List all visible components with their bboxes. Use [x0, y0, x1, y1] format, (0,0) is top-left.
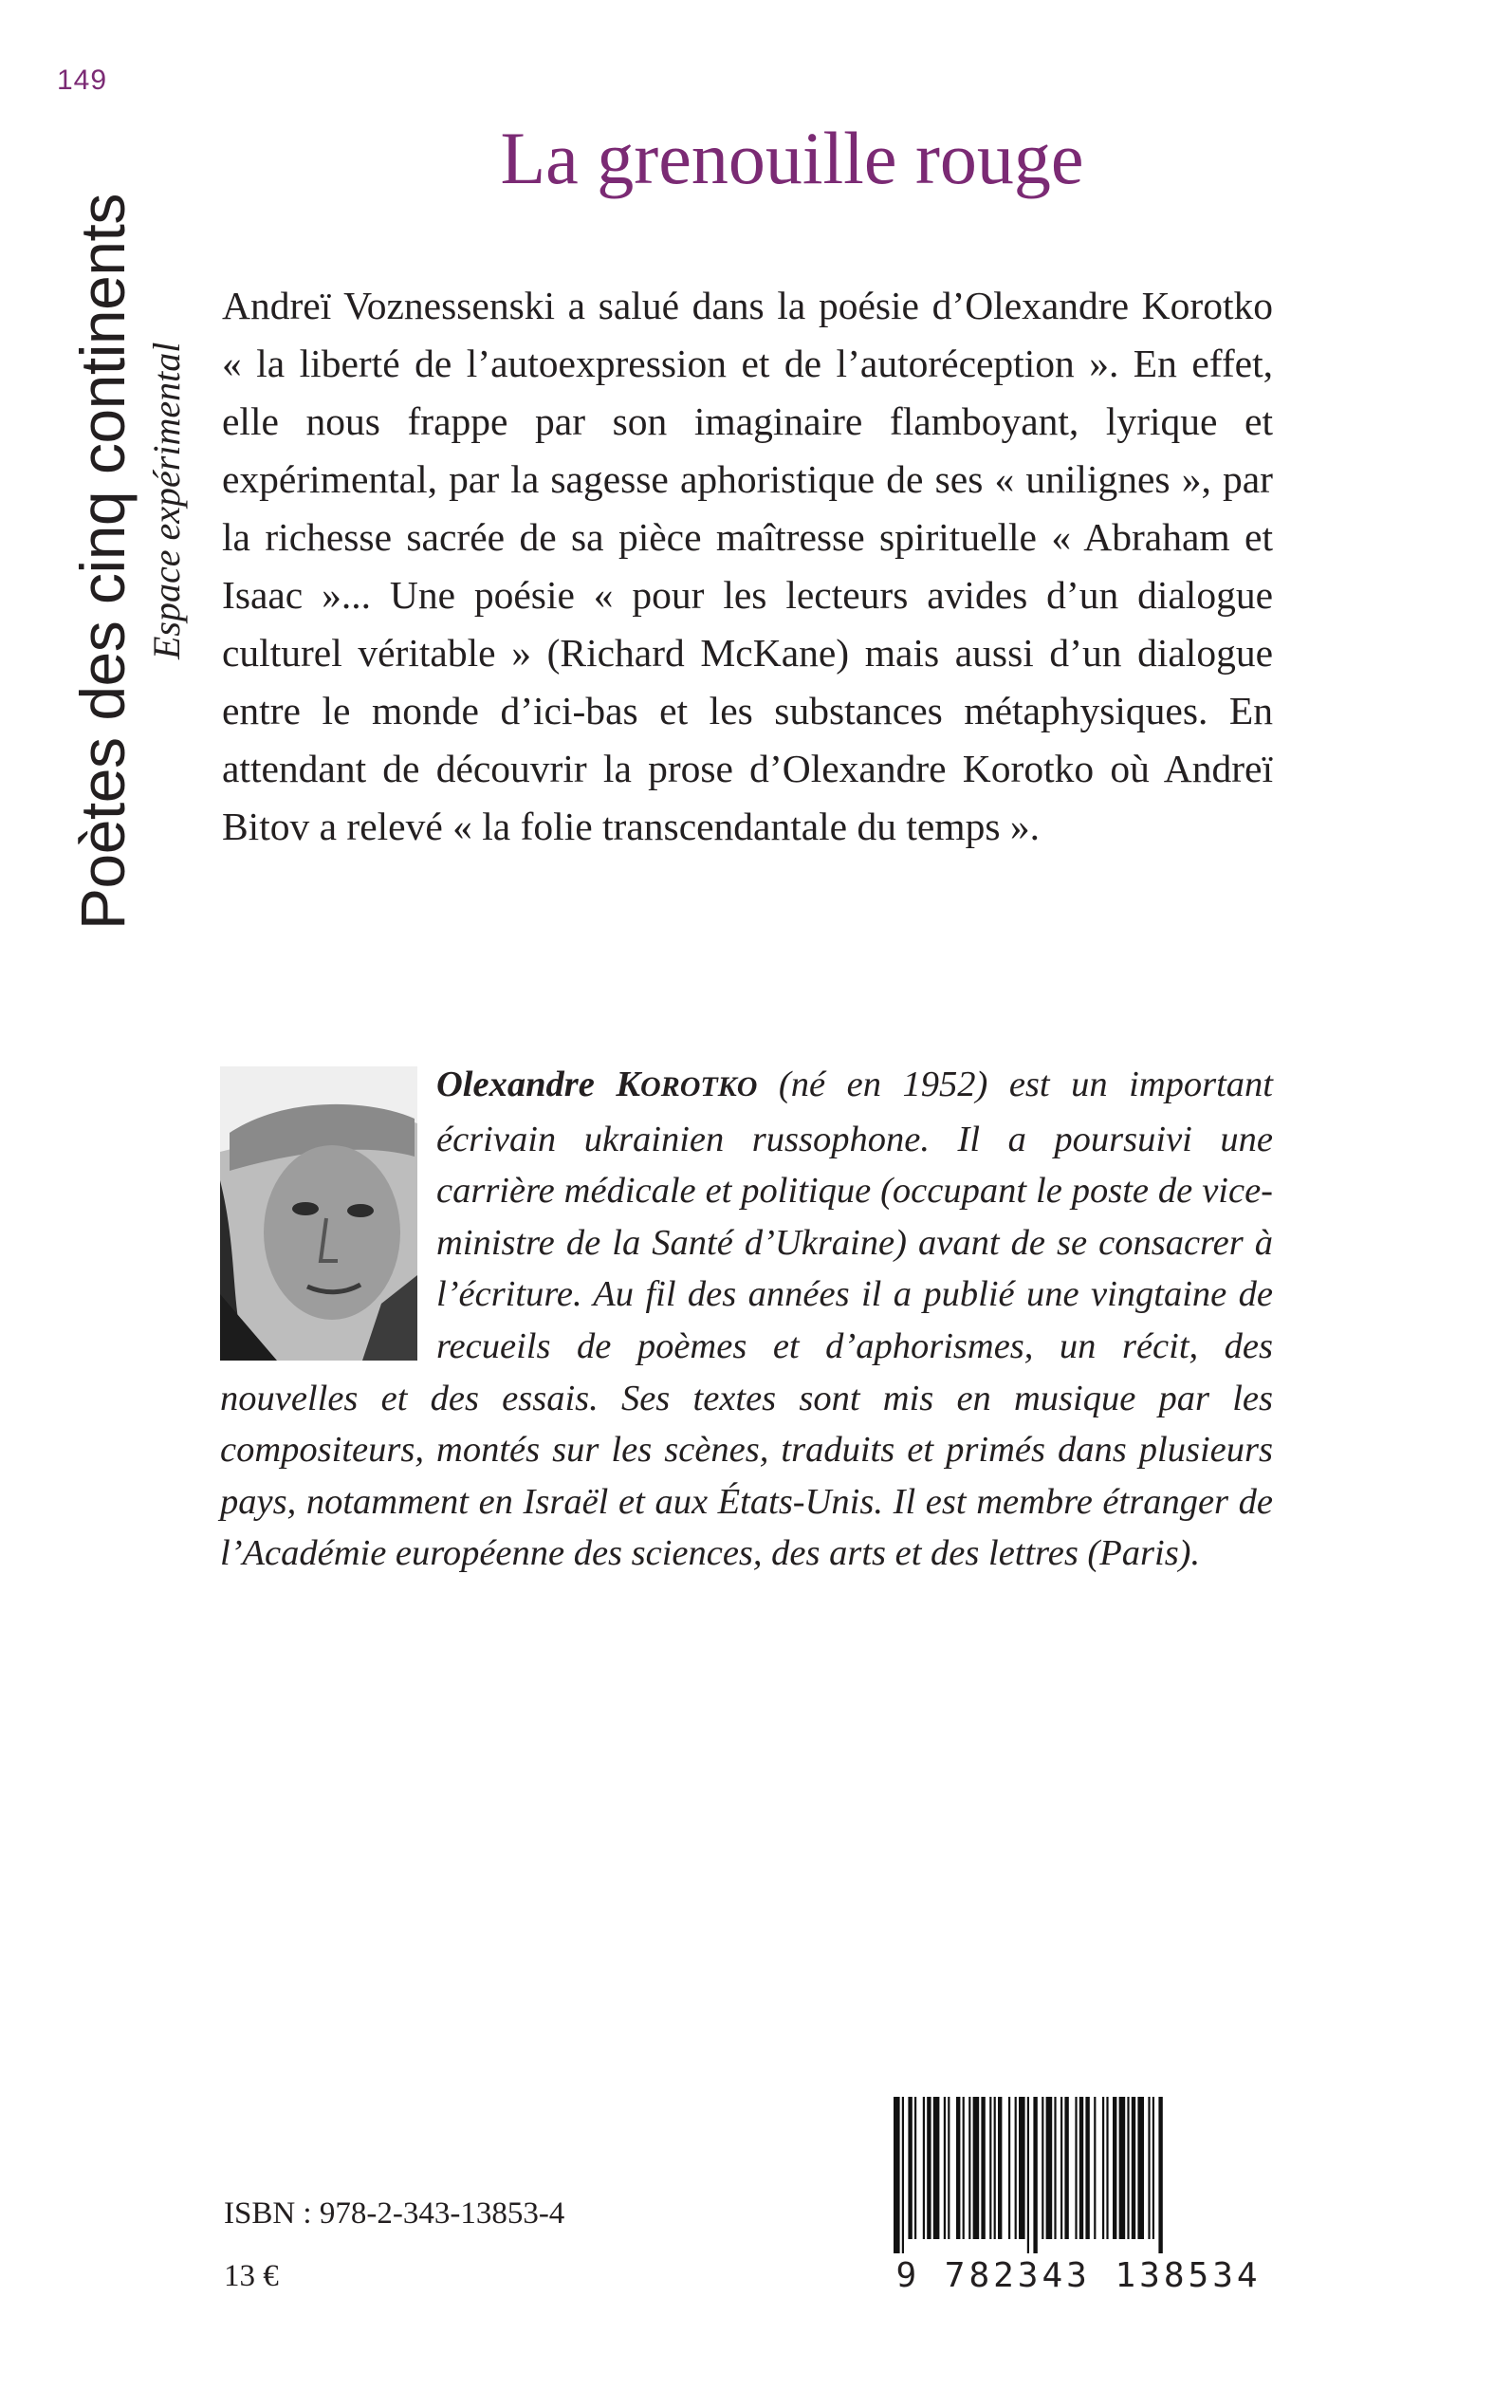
barcode-bar: [1008, 2097, 1010, 2239]
barcode-bar: [998, 2097, 1002, 2239]
author-name: [436, 1065, 757, 1104]
series-spine: [21, 152, 188, 930]
barcode-bars: [884, 2097, 1273, 2253]
book-title: La grenouille rouge: [500, 117, 1084, 199]
price: 13 €: [224, 2259, 279, 2293]
author-portrait-shading: [220, 1066, 417, 1361]
author-last-name-initial: K: [616, 1065, 641, 1104]
series-subtitle: Espace expérimental: [145, 342, 188, 659]
barcode-bar: [968, 2097, 970, 2239]
barcode-bar: [994, 2097, 996, 2239]
barcode-bar: [1015, 2097, 1017, 2239]
author-first-name: Olexandre: [436, 1065, 595, 1104]
barcode-bar: [1042, 2097, 1043, 2239]
barcode-bar: [1119, 2097, 1126, 2239]
barcode-bar: [908, 2097, 912, 2239]
barcode-bar: [902, 2097, 904, 2253]
barcode-bar: [923, 2097, 925, 2239]
barcode-bar: [1060, 2097, 1062, 2239]
barcode-bar: [1132, 2097, 1135, 2239]
barcode-bar: [963, 2097, 965, 2239]
barcode-bar: [973, 2097, 980, 2239]
series-number: 149: [57, 65, 108, 96]
barcode: [884, 2097, 1273, 2306]
barcode-bar: [1152, 2097, 1154, 2239]
barcode-bar: [956, 2097, 960, 2239]
author-last-name-rest: OROTKO: [640, 1071, 758, 1102]
barcode-bar: [1046, 2097, 1053, 2239]
series-name: Poètes des cinq continents: [67, 194, 138, 930]
barcode-bar: [1075, 2097, 1077, 2239]
barcode-bar: [1113, 2097, 1116, 2239]
book-blurb: Andreï Voznessenski a salué dans la poésie d’Olexandre Korotko « la liberté de l’autoexpression et de l’autoréception ». En effet, elle nous frappe par son imaginaire flamboyant, lyrique et expérimental, par la sagesse aphoristique de ses « unilignes », par la richesse sacrée de sa pièce maîtresse spirituelle « Abraham et Isaac »... Une poésie « pour les lecteurs avides d’un dialogue culturel véritable » (Richard McKane) mais aussi d’un dialogue entre le monde d’ici-bas et les substances métaphysiques. En attendant de découvrir la prose d’Olexandre Korotko où Andreï Bitov a relevé « la folie transcendantale du temps ».: [222, 284, 1273, 848]
barcode-bar: [1054, 2097, 1056, 2239]
barcode-bar: [914, 2097, 916, 2239]
barcode-bar: [944, 2097, 946, 2239]
barcode-bar: [989, 2097, 991, 2239]
barcode-bar: [933, 2097, 940, 2239]
publication-meta: [224, 2182, 564, 2307]
barcode-bar: [1033, 2097, 1037, 2253]
barcode-bar: [1085, 2097, 1089, 2239]
barcode-bar: [1102, 2097, 1104, 2239]
barcode-bar: [927, 2097, 931, 2239]
barcode-bar: [1094, 2097, 1096, 2239]
barcode-bar: [1019, 2097, 1025, 2239]
author-bio-section: [220, 1059, 1273, 1580]
barcode-bar: [1127, 2097, 1129, 2239]
barcode-bar: [894, 2097, 900, 2253]
barcode-bar: [1158, 2097, 1162, 2253]
author-photo: [220, 1066, 417, 1361]
barcode-bar: [1064, 2097, 1068, 2239]
barcode-digits: 9 782343 138534: [895, 2256, 1262, 2295]
barcode-bar: [1137, 2097, 1144, 2239]
barcode-bar: [1079, 2097, 1083, 2239]
barcode-bar: [1106, 2097, 1108, 2239]
barcode-bar: [1148, 2097, 1150, 2239]
barcode-bar: [1027, 2097, 1029, 2253]
barcode-bar: [948, 2097, 950, 2239]
author-bio-text: (né en 1952) est un important écrivain ukrainien russophone. Il a poursuivi une carrière médicale et politique (occupant le poste de vice-ministre de la Santé d’Ukraine) avant de se consacrer à l’écriture. Au fil des années il a publié une vingtaine de recueils de poèmes et d’aphorismes, un récit, des nouvelles et des essais. Ses textes sont mis en musique par les compositeurs, montés sur les scènes, traduits et primés dans plusieurs pays, notamment en Israël et aux États-Unis. Il est membre étranger de l’Académie européenne des sciences, des arts et des lettres (Paris).: [220, 1065, 1274, 1574]
barcode-bar: [981, 2097, 985, 2239]
isbn: ISBN : 978-2-343-13853-4: [224, 2196, 565, 2231]
